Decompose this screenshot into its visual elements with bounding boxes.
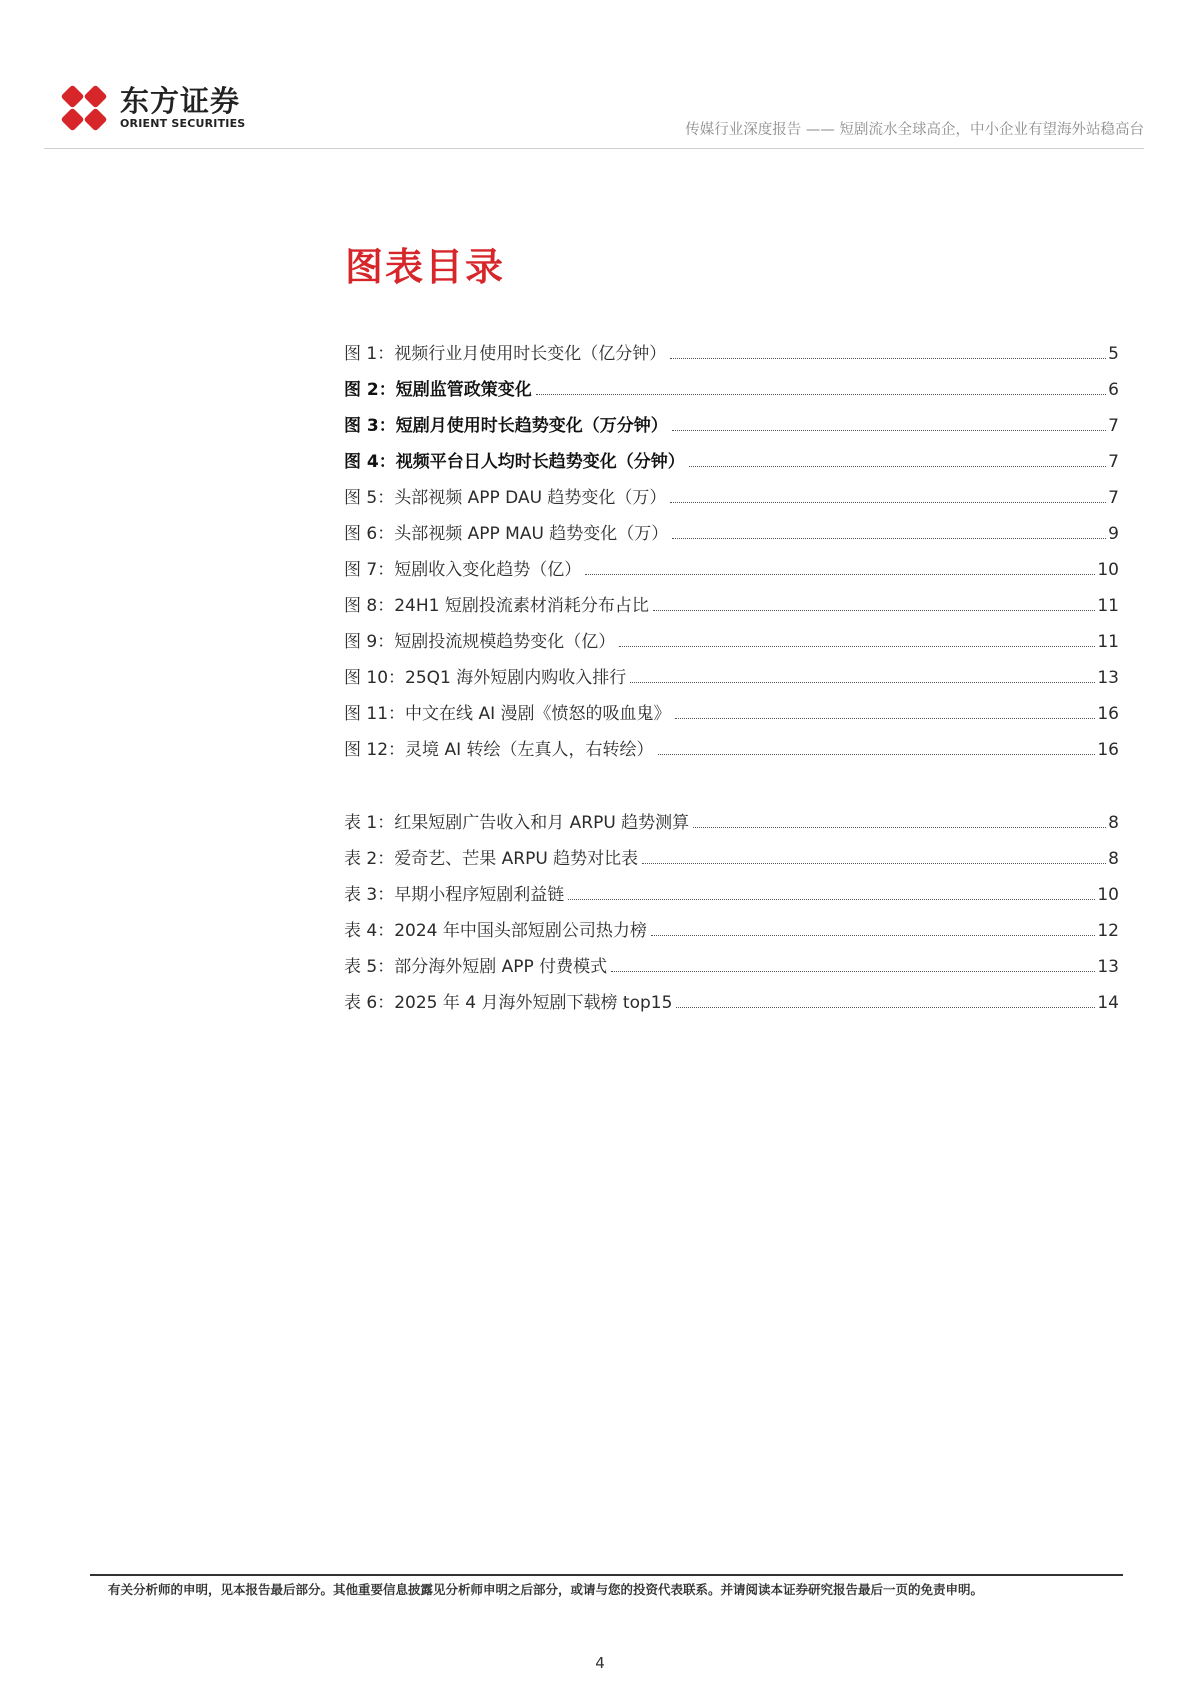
toc-entry[interactable] — [344, 411, 1119, 447]
toc-entry-title: 表 4：2024 年中国头部短剧公司热力榜 — [344, 921, 647, 941]
toc-entry-page: 11 — [1097, 596, 1119, 616]
toc-entry-title: 表 5：部分海外短剧 APP 付费模式 — [344, 957, 608, 977]
toc-leader-dots — [651, 935, 1095, 936]
toc-entry-page: 9 — [1108, 524, 1119, 544]
toc-entry-title: 图 9：短剧投流规模趋势变化（亿） — [344, 632, 616, 652]
toc-entry-page: 11 — [1097, 632, 1119, 652]
toc-entry[interactable] — [344, 339, 1119, 375]
report-title: 传媒行业深度报告 —— 短剧流水全球高企，中小企业有望海外站稳高台 — [685, 122, 1144, 138]
logo-icon — [56, 80, 112, 136]
toc-leader-dots — [653, 610, 1096, 611]
toc-entry[interactable] — [344, 519, 1119, 555]
toc-entry-page: 7 — [1108, 452, 1119, 472]
toc-entry-title: 图 11：中文在线 AI 漫剧《愤怒的吸血鬼》 — [344, 704, 671, 724]
toc-entry[interactable] — [344, 483, 1119, 519]
toc-leader-dots — [630, 682, 1095, 683]
disclaimer-text: 有关分析师的申明，见本报告最后部分。其他重要信息披露见分析师申明之后部分，或请与您的投资代表联系。并请阅读本证券研究报告最后一页的免责申明。 — [108, 1582, 984, 1597]
toc-leader-dots — [611, 971, 1095, 972]
toc-entry-title: 图 2：短剧监管政策变化 — [344, 380, 532, 400]
page-header — [44, 70, 1144, 150]
toc-entry-page: 7 — [1108, 488, 1119, 508]
toc-entry-page: 8 — [1108, 849, 1119, 869]
toc-entry-page: 14 — [1097, 993, 1119, 1013]
logo-english-name: ORIENT SECURITIES — [120, 117, 246, 130]
figure-list — [344, 339, 1119, 771]
toc-entry-title: 图 4：视频平台日人均时长趋势变化（分钟） — [344, 452, 685, 472]
toc-leader-dots — [670, 358, 1106, 359]
toc-entry[interactable] — [344, 808, 1119, 844]
toc-entry[interactable] — [344, 627, 1119, 663]
toc-entry-page: 13 — [1097, 957, 1119, 977]
toc-entry-page: 13 — [1097, 668, 1119, 688]
toc-leader-dots — [689, 466, 1106, 467]
toc-entry-title: 图 12：灵境 AI 转绘（左真人，右转绘） — [344, 740, 654, 760]
toc-leader-dots — [675, 718, 1096, 719]
logo-chinese-name: 东方证券 — [120, 84, 241, 118]
toc-entry-page: 10 — [1097, 560, 1119, 580]
toc-leader-dots — [568, 899, 1095, 900]
toc-entry[interactable] — [344, 880, 1119, 916]
toc-leader-dots — [658, 754, 1096, 755]
toc-entry-title: 图 6：头部视频 APP MAU 趋势变化（万） — [344, 524, 669, 544]
toc-entry[interactable] — [344, 663, 1119, 699]
toc-entry-title: 表 6：2025 年 4 月海外短剧下载榜 top15 — [344, 993, 673, 1013]
toc-entry-title: 图 3：短剧月使用时长趋势变化（万分钟） — [344, 416, 668, 436]
toc-entry[interactable] — [344, 591, 1119, 627]
toc-heading: 图表目录 — [345, 245, 506, 289]
toc-entry-title: 图 5：头部视频 APP DAU 趋势变化（万） — [344, 488, 667, 508]
header-divider — [44, 148, 1144, 149]
company-logo — [56, 80, 245, 136]
toc-entry[interactable] — [344, 555, 1119, 591]
toc-entry-page: 16 — [1097, 704, 1119, 724]
toc-entry-title: 图 1：视频行业月使用时长变化（亿分钟） — [344, 344, 667, 364]
toc-entry-page: 6 — [1108, 380, 1119, 400]
toc-entry[interactable] — [344, 735, 1119, 771]
toc-entry-title: 表 2：爱奇艺、芒果 ARPU 趋势对比表 — [344, 849, 639, 869]
toc-entry-page: 7 — [1108, 416, 1119, 436]
toc-entry[interactable] — [344, 916, 1119, 952]
toc-entry-title: 图 10：25Q1 海外短剧内购收入排行 — [344, 668, 627, 688]
toc-leader-dots — [585, 574, 1095, 575]
toc-leader-dots — [670, 502, 1106, 503]
toc-entry-page: 12 — [1097, 921, 1119, 941]
page-number: 4 — [595, 1654, 605, 1672]
toc-entry-page: 16 — [1097, 740, 1119, 760]
table-list — [344, 808, 1119, 1024]
toc-leader-dots — [672, 430, 1106, 431]
toc-entry[interactable] — [344, 447, 1119, 483]
toc-leader-dots — [642, 863, 1106, 864]
footer-divider — [90, 1574, 1123, 1576]
toc-entry[interactable] — [344, 844, 1119, 880]
toc-entry-title: 图 7：短剧收入变化趋势（亿） — [344, 560, 582, 580]
toc-entry[interactable] — [344, 699, 1119, 735]
toc-entry-page: 5 — [1108, 344, 1119, 364]
toc-leader-dots — [619, 646, 1095, 647]
toc-leader-dots — [536, 394, 1106, 395]
toc-entry[interactable] — [344, 988, 1119, 1024]
toc-entry[interactable] — [344, 952, 1119, 988]
toc-entry-page: 10 — [1097, 885, 1119, 905]
toc-entry-title: 图 8：24H1 短剧投流素材消耗分布占比 — [344, 596, 649, 616]
toc-entry-title: 表 3：早期小程序短剧利益链 — [344, 885, 565, 905]
toc-leader-dots — [672, 538, 1106, 539]
toc-leader-dots — [676, 1007, 1095, 1008]
toc-entry-page: 8 — [1108, 813, 1119, 833]
toc-leader-dots — [693, 827, 1106, 828]
toc-entry[interactable] — [344, 375, 1119, 411]
toc-entry-title: 表 1：红果短剧广告收入和月 ARPU 趋势测算 — [344, 813, 690, 833]
